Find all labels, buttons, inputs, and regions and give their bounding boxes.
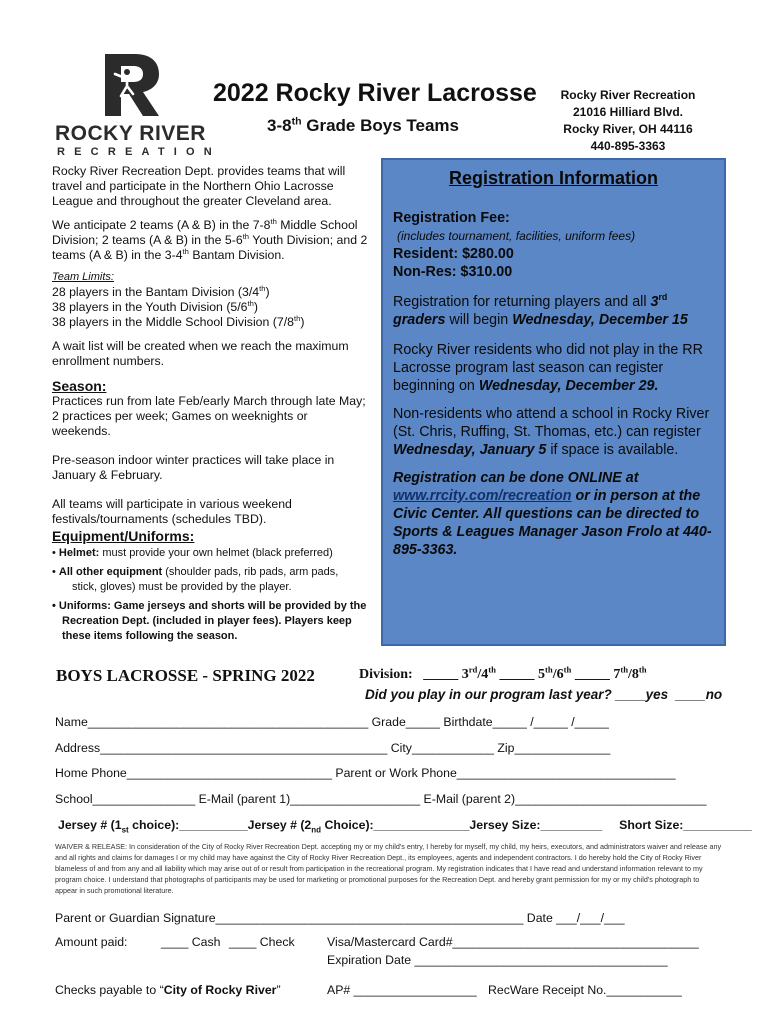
- equipment-uniforms-item: • Uniforms: Game jerseys and shorts will be provided by the Recreation Dept. (included in player fees). Players keep these items following the season.: [52, 600, 367, 642]
- equipment-other-item-cont: stick, gloves) must be provided by the player.: [72, 581, 292, 593]
- form-title: BOYS LACROSSE - SPRING 2022: [56, 666, 315, 685]
- address-city-zip-line[interactable]: Address__________________________________________ City____________ Zip______________: [55, 741, 611, 755]
- limit-youth: 38 players in the Youth Division (5/6th): [52, 298, 258, 314]
- season-tournaments-text: All teams will participate in various weekend festivals/tournaments (schedules TBD).: [52, 497, 292, 526]
- fee-resident: Resident: $280.00: [393, 246, 514, 262]
- contact-street: 21016 Hilliard Blvd.: [572, 105, 684, 119]
- registration-info-box: [381, 158, 726, 646]
- card-number-line[interactable]: Visa/Mastercard Card#____________________________________: [327, 935, 699, 949]
- contact-city: Rocky River, OH 44116: [563, 122, 693, 136]
- residents-text: Rocky River residents who did not play in the RR Lacrosse program last season can register beginning on Wednesday, December 29.: [393, 342, 703, 394]
- season-practices-text: Practices run from late Feb/early March through late May; 2 practices per week; Games on weeknights or weekends.: [52, 394, 366, 438]
- recreation-website-link[interactable]: www.rrcity.com/recreation: [393, 488, 572, 504]
- intro-text: Rocky River Recreation Dept. provides teams that will travel and participate in the Northern Ohio Lacrosse League and throughout the greater Cleveland area.: [52, 164, 346, 208]
- signature-date-line[interactable]: Parent or Guardian Signature_____________________________________________ Date ___/___/___: [55, 911, 625, 925]
- logo-word-rocky-river: ROCKY RIVER: [55, 122, 206, 145]
- fee-label: Registration Fee:: [393, 210, 510, 226]
- expiration-date-line[interactable]: Expiration Date _____________________________________: [327, 953, 668, 967]
- limit-bantam: 28 players in the Bantam Division (3/4th): [52, 283, 270, 299]
- page-subtitle: 3-8th Grade Boys Teams: [267, 115, 460, 135]
- equipment-other-item: • All other equipment (shoulder pads, rib pads, arm pads,: [52, 566, 339, 578]
- checks-payable-text: Checks payable to “City of Rocky River”: [55, 983, 281, 997]
- contact-phone: 440-895-3363: [590, 139, 666, 153]
- registration-heading: Registration Information: [448, 168, 658, 188]
- online-registration-text: Registration can be done ONLINE at www.rrcity.com/recreation or in person at the Civic Center. All questions can be directed to Sports & Leagues Manager Jason Frolo at 440-895-3363.: [393, 470, 712, 558]
- jersey-size-line[interactable]: Jersey # ($1_{st}$ choice):__________Jersey # ($2_{nd}$ Choice):______________Jersey Size:_________ Short Size:__________: [58, 818, 752, 835]
- equipment-helmet-item: • Helmet: must provide your own helmet (black preferred): [52, 547, 333, 559]
- amount-paid-label: Amount paid:: [55, 935, 128, 949]
- recware-receipt-line[interactable]: RecWare Receipt No.___________: [488, 983, 682, 997]
- phone-line[interactable]: Home Phone______________________________ Parent or Work Phone________________________________: [55, 766, 676, 780]
- limit-middle-school: 38 players in the Middle School Division (7/8th): [52, 313, 305, 329]
- logo-word-recreation: RECREATION: [57, 146, 221, 158]
- division-selector[interactable]: Division: _____ 3rd/4th _____ 5th/6th _____ 7th/8th: [359, 664, 647, 682]
- name-grade-birthdate-line[interactable]: Name_________________________________________ Grade_____ Birthdate_____ /_____ /_____: [55, 715, 609, 729]
- equipment-heading: Equipment/Uniforms:: [52, 528, 195, 544]
- season-preseason-text: Pre-season indoor winter practices will take place in January & February.: [52, 453, 335, 482]
- contact-org: Rocky River Recreation: [560, 88, 696, 102]
- school-email-line[interactable]: School_______________ E-Mail (parent 1)___________________ E-Mail (parent 2)____________________________: [55, 792, 707, 806]
- waiver-release-text: WAIVER & RELEASE: In consideration of the City of Rocky River Recreation Dept. accepting my or my child's entry, I hereby for myself, my child, my heirs, executors, and administrators waiver and release any and all rights and claims for damages I or my child may have against the City of Rocky River Recreation Dept., its employees, agents and independent contractors. I do hereby hold the City of Rocky River blameless of and from any and all liability which may arise out of or result from participation in the recreational program. My registration indicates that I have read and understand information relevant to my program choice. I understand that photographs of participants may be used for marketing or promotional purposes for the Recreation Dept. and hereby grant permission for my or my child's photograph to appear in such promotional literature.: [55, 842, 722, 895]
- cash-option[interactable]: ____ Cash: [161, 935, 221, 949]
- team-limits-label: Team Limits:: [52, 271, 114, 283]
- nonresidents-text: Non-residents who attend a school in Rocky River (St. Chris, Ruffing, St. Thomas, etc.) can register Wednesday, January 5 if space is available.: [393, 406, 710, 458]
- teams-anticipated-text: We anticipate 2 teams (A & B) in the 7-8th Middle School Division; 2 teams (A & B) in the 5-6th Youth Division; and 2 teams (A & B) in the 3-4th Bantam Division.: [52, 216, 368, 262]
- season-heading: Season:: [52, 378, 107, 394]
- returning-players-text: Registration for returning players and all 3rd graders will begin Wednesday, December 15: [393, 292, 688, 328]
- waitlist-text: A wait list will be created when we reach the maximum enrollment numbers.: [52, 339, 349, 368]
- page-title: 2022 Rocky River Lacrosse: [213, 79, 537, 107]
- logo-r-figure-icon: [97, 52, 163, 118]
- played-last-year-question[interactable]: Did you play in our program last year? ____yes ____no: [365, 687, 723, 702]
- contact-block: [548, 87, 708, 155]
- fee-nonresident: Non-Res: $310.00: [393, 264, 513, 280]
- check-option[interactable]: ____ Check: [229, 935, 295, 949]
- program-info-column: [52, 164, 368, 644]
- fee-note: (includes tournament, facilities, uniform fees): [397, 229, 636, 243]
- ap-number-line[interactable]: AP# __________________: [327, 983, 477, 997]
- equipment-list: [52, 546, 368, 644]
- rocky-river-recreation-logo: [55, 52, 221, 160]
